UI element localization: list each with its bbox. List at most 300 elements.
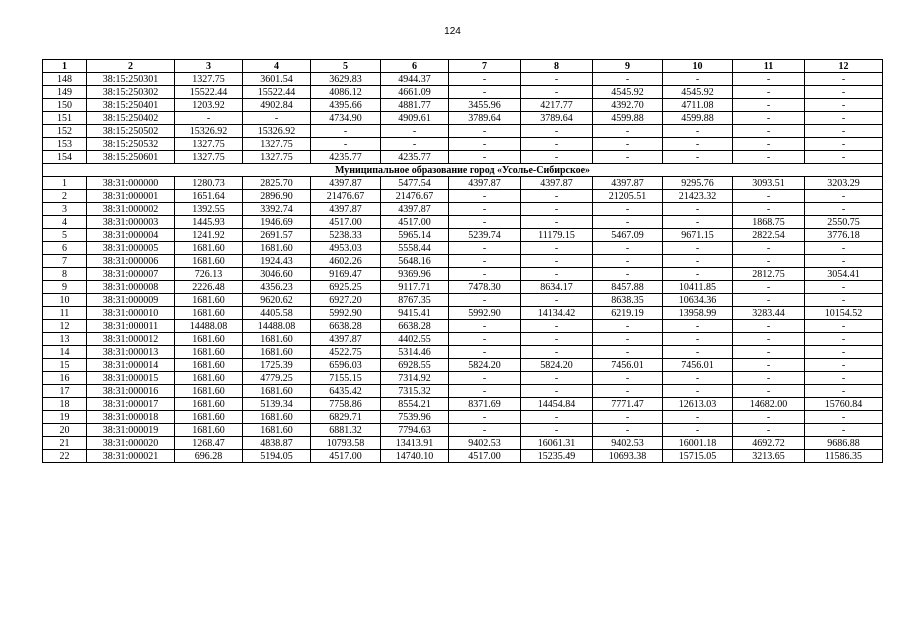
table-cell: 11586.35 (805, 450, 883, 463)
table-cell: - (805, 424, 883, 437)
table-cell: 14488.08 (243, 320, 311, 333)
table-cell: 5 (43, 229, 87, 242)
table-cell: 15760.84 (805, 398, 883, 411)
table-cell: 4517.00 (449, 450, 521, 463)
table-cell: 3203.29 (805, 177, 883, 190)
table-cell: 16061.31 (521, 437, 593, 450)
table-cell: 6 (43, 242, 87, 255)
table-cell: 38:31:000019 (87, 424, 175, 437)
table-cell: 4881.77 (381, 99, 449, 112)
table-cell: 38:15:250402 (87, 112, 175, 125)
table-cell: 4397.87 (449, 177, 521, 190)
table-cell: 10 (43, 294, 87, 307)
table-cell: 3789.64 (521, 112, 593, 125)
table-cell: - (805, 346, 883, 359)
table-cell: - (521, 125, 593, 138)
table-cell: 4397.87 (311, 177, 381, 190)
table-row (43, 203, 883, 216)
table-cell: 1681.60 (175, 255, 243, 268)
table-row (43, 268, 883, 281)
table-cell: 3093.51 (733, 177, 805, 190)
table-cell: 1445.93 (175, 216, 243, 229)
table-cell: 4397.87 (311, 333, 381, 346)
table-cell: 38:15:250601 (87, 151, 175, 164)
table-cell: - (521, 346, 593, 359)
table-cell: 8371.69 (449, 398, 521, 411)
table-cell: 3213.65 (733, 450, 805, 463)
table-row (43, 333, 883, 346)
table-cell: - (593, 203, 663, 216)
table-cell: - (663, 333, 733, 346)
table-cell: 9671.15 (663, 229, 733, 242)
table-row (43, 281, 883, 294)
table-cell: 3046.60 (243, 268, 311, 281)
table-cell: - (733, 372, 805, 385)
table-cell: - (521, 190, 593, 203)
table-cell: 7771.47 (593, 398, 663, 411)
column-header: 11 (733, 60, 805, 73)
table-cell: - (449, 151, 521, 164)
column-header: 4 (243, 60, 311, 73)
table-cell: 15522.44 (243, 86, 311, 99)
table-cell: 17 (43, 385, 87, 398)
table-row (43, 216, 883, 229)
table-cell: - (449, 203, 521, 216)
table-cell: - (593, 346, 663, 359)
table-cell: 4392.70 (593, 99, 663, 112)
table-cell: 38:31:000013 (87, 346, 175, 359)
table-cell: 4086.12 (311, 86, 381, 99)
table-cell: 9686.88 (805, 437, 883, 450)
table-cell: 9369.96 (381, 268, 449, 281)
table-cell: 5558.44 (381, 242, 449, 255)
table-cell: 38:31:000001 (87, 190, 175, 203)
table-cell: - (593, 138, 663, 151)
table-cell: - (593, 333, 663, 346)
table-cell: 13 (43, 333, 87, 346)
table-cell: 5314.46 (381, 346, 449, 359)
table-cell: 4909.61 (381, 112, 449, 125)
table-cell: 13413.91 (381, 437, 449, 450)
table-cell: 153 (43, 138, 87, 151)
table-row (43, 398, 883, 411)
table-cell: - (521, 268, 593, 281)
table-cell: 38:31:000009 (87, 294, 175, 307)
table-cell: 150 (43, 99, 87, 112)
table-cell: 3283.44 (733, 307, 805, 320)
table-cell: 1327.75 (243, 151, 311, 164)
table-cell: 7478.30 (449, 281, 521, 294)
table-cell: - (593, 255, 663, 268)
table-cell: 5992.90 (311, 307, 381, 320)
table-cell: - (521, 242, 593, 255)
table-cell: 18 (43, 398, 87, 411)
table-cell: - (733, 151, 805, 164)
table-cell: 10693.38 (593, 450, 663, 463)
table-cell: 1725.39 (243, 359, 311, 372)
table-cell: 38:31:000015 (87, 372, 175, 385)
table-cell: 1681.60 (175, 411, 243, 424)
table-cell: - (593, 73, 663, 86)
table-cell: 21476.67 (311, 190, 381, 203)
table-cell: - (449, 255, 521, 268)
table-header (43, 60, 883, 73)
table-cell: 149 (43, 86, 87, 99)
table-cell: 4734.90 (311, 112, 381, 125)
table-cell: 6925.25 (311, 281, 381, 294)
table-cell: 4395.66 (311, 99, 381, 112)
table-cell: - (733, 385, 805, 398)
table-cell: 4902.84 (243, 99, 311, 112)
table-cell: - (805, 112, 883, 125)
table-cell: - (805, 138, 883, 151)
table-cell: 4944.37 (381, 73, 449, 86)
table-cell: 38:31:000003 (87, 216, 175, 229)
table-cell: 11179.15 (521, 229, 593, 242)
table-cell: - (521, 216, 593, 229)
table-cell: 1241.92 (175, 229, 243, 242)
table-cell: 4602.26 (311, 255, 381, 268)
table-row (43, 424, 883, 437)
table-cell: - (733, 294, 805, 307)
table-cell: - (805, 359, 883, 372)
table-row (43, 385, 883, 398)
table-cell: 7794.63 (381, 424, 449, 437)
table-cell: - (733, 320, 805, 333)
table-cell: 6219.19 (593, 307, 663, 320)
table-cell: 4599.88 (663, 112, 733, 125)
table-cell: 4217.77 (521, 99, 593, 112)
table-cell: 5467.09 (593, 229, 663, 242)
table-cell: - (663, 372, 733, 385)
table-cell: 6927.20 (311, 294, 381, 307)
table-cell: 1681.60 (175, 424, 243, 437)
table-cell: 6638.28 (311, 320, 381, 333)
table-cell: 9117.71 (381, 281, 449, 294)
table-cell: 6829.71 (311, 411, 381, 424)
table-cell: - (521, 151, 593, 164)
table-cell: - (593, 385, 663, 398)
table-cell: 38:31:000017 (87, 398, 175, 411)
table-cell: - (593, 268, 663, 281)
table-cell: 4397.87 (381, 203, 449, 216)
table-row (43, 138, 883, 151)
table-cell: - (663, 320, 733, 333)
table-cell: 10634.36 (663, 294, 733, 307)
table-cell: - (449, 242, 521, 255)
table-cell: - (733, 86, 805, 99)
table-cell: - (381, 125, 449, 138)
table-cell: - (733, 203, 805, 216)
table-row (43, 242, 883, 255)
table-cell: 8554.21 (381, 398, 449, 411)
table-cell: 1 (43, 177, 87, 190)
table-cell: 4661.09 (381, 86, 449, 99)
table-cell: 3776.18 (805, 229, 883, 242)
table-cell: 9169.47 (311, 268, 381, 281)
table-cell: 38:31:000005 (87, 242, 175, 255)
table-row (43, 359, 883, 372)
table-cell: 2226.48 (175, 281, 243, 294)
table-cell: 13958.99 (663, 307, 733, 320)
table-cell: - (449, 216, 521, 229)
table-cell: - (663, 424, 733, 437)
table-cell: - (593, 372, 663, 385)
table-cell: - (243, 112, 311, 125)
table-cell: 9415.41 (381, 307, 449, 320)
table-cell: - (805, 151, 883, 164)
table-row (43, 190, 883, 203)
table-cell: 6638.28 (381, 320, 449, 333)
table-cell: 38:15:250532 (87, 138, 175, 151)
table-cell: 5238.33 (311, 229, 381, 242)
table-cell: 1681.60 (175, 372, 243, 385)
table-cell: 38:31:000002 (87, 203, 175, 216)
table-cell: - (805, 99, 883, 112)
column-header: 9 (593, 60, 663, 73)
table-cell: 15715.05 (663, 450, 733, 463)
table-cell: - (805, 190, 883, 203)
table-cell: 4711.08 (663, 99, 733, 112)
table-cell: 7 (43, 255, 87, 268)
table-cell: - (521, 203, 593, 216)
section-row (43, 164, 883, 177)
table-cell: - (805, 320, 883, 333)
table-cell: 5648.16 (381, 255, 449, 268)
table-cell: - (805, 255, 883, 268)
table-cell: 3629.83 (311, 73, 381, 86)
table-row (43, 346, 883, 359)
table-cell: 5824.20 (521, 359, 593, 372)
table-cell: 38:31:000008 (87, 281, 175, 294)
table-cell: 14740.10 (381, 450, 449, 463)
table-cell: - (449, 190, 521, 203)
table-cell: 38:31:000021 (87, 450, 175, 463)
table-cell: 14488.08 (175, 320, 243, 333)
table-cell: - (593, 151, 663, 164)
table-cell: 10154.52 (805, 307, 883, 320)
table-cell: 1946.69 (243, 216, 311, 229)
table-cell: 21205.51 (593, 190, 663, 203)
table-cell: 14134.42 (521, 307, 593, 320)
table-cell: 4405.58 (243, 307, 311, 320)
table-cell: - (733, 112, 805, 125)
table-cell: - (593, 125, 663, 138)
table-cell: - (805, 281, 883, 294)
table-cell: 6881.32 (311, 424, 381, 437)
table-row (43, 86, 883, 99)
table-cell: 4517.00 (381, 216, 449, 229)
table-cell: - (449, 73, 521, 86)
table-cell: 19 (43, 411, 87, 424)
table-row (43, 177, 883, 190)
table-cell: 2822.54 (733, 229, 805, 242)
table-cell: 151 (43, 112, 87, 125)
table-cell: - (449, 125, 521, 138)
table-cell: 1681.60 (175, 294, 243, 307)
table-cell: 3601.54 (243, 73, 311, 86)
table-cell: 38:31:000014 (87, 359, 175, 372)
table-cell: 15 (43, 359, 87, 372)
table-cell: 38:15:250502 (87, 125, 175, 138)
table-cell: 6435.42 (311, 385, 381, 398)
table-cell: 5139.34 (243, 398, 311, 411)
table-cell: - (663, 268, 733, 281)
table-cell: - (663, 138, 733, 151)
column-header: 10 (663, 60, 733, 73)
table-row (43, 229, 883, 242)
table-cell: - (663, 242, 733, 255)
table-cell: 1681.60 (175, 359, 243, 372)
table-cell: 14 (43, 346, 87, 359)
table-cell: - (805, 125, 883, 138)
table-cell: - (733, 281, 805, 294)
table-cell: 1681.60 (243, 242, 311, 255)
table-cell: - (805, 203, 883, 216)
table-cell: - (593, 242, 663, 255)
table-cell: 5824.20 (449, 359, 521, 372)
table-cell: 1868.75 (733, 216, 805, 229)
table-cell: 38:31:000020 (87, 437, 175, 450)
table-cell: 38:15:250401 (87, 99, 175, 112)
table-cell: 14454.84 (521, 398, 593, 411)
table-cell: 38:31:000011 (87, 320, 175, 333)
table-cell: 38:31:000012 (87, 333, 175, 346)
table-cell: - (805, 372, 883, 385)
table-cell: 9402.53 (449, 437, 521, 450)
table-cell: 1681.60 (243, 424, 311, 437)
table-cell: - (805, 385, 883, 398)
table-cell: 4397.87 (593, 177, 663, 190)
table-cell: - (521, 86, 593, 99)
table-cell: 4545.92 (663, 86, 733, 99)
table-cell: 1681.60 (175, 346, 243, 359)
table-cell: 21476.67 (381, 190, 449, 203)
table-cell: 7315.32 (381, 385, 449, 398)
table-cell: - (593, 424, 663, 437)
table-cell: 5239.74 (449, 229, 521, 242)
table-cell: 7456.01 (663, 359, 733, 372)
table-cell: 15326.92 (243, 125, 311, 138)
table-cell: 2691.57 (243, 229, 311, 242)
table-cell: - (733, 255, 805, 268)
page-number: 124 (444, 26, 461, 37)
column-header: 5 (311, 60, 381, 73)
table-cell: 7758.86 (311, 398, 381, 411)
table-cell: 7155.15 (311, 372, 381, 385)
table-cell: 14682.00 (733, 398, 805, 411)
table-cell: - (311, 125, 381, 138)
column-header: 2 (87, 60, 175, 73)
table-cell: 16 (43, 372, 87, 385)
table-cell: 2896.90 (243, 190, 311, 203)
table-cell: 8457.88 (593, 281, 663, 294)
table-cell: - (663, 73, 733, 86)
table-cell: 9620.62 (243, 294, 311, 307)
table-cell: 38:31:000000 (87, 177, 175, 190)
table-cell: - (663, 411, 733, 424)
table-row (43, 99, 883, 112)
table-cell: 3455.96 (449, 99, 521, 112)
table-cell: 1681.60 (175, 398, 243, 411)
table-cell: 148 (43, 73, 87, 86)
table-cell: - (805, 333, 883, 346)
table-cell: 7314.92 (381, 372, 449, 385)
table-cell: 5965.14 (381, 229, 449, 242)
table-cell: 21423.32 (663, 190, 733, 203)
table-cell: 2825.70 (243, 177, 311, 190)
table-cell: - (449, 86, 521, 99)
table-cell: - (521, 255, 593, 268)
table-cell: 3 (43, 203, 87, 216)
table-cell: 4522.75 (311, 346, 381, 359)
table-cell: - (449, 424, 521, 437)
table-cell: - (733, 73, 805, 86)
table-cell: 2 (43, 190, 87, 203)
table-cell: 1681.60 (175, 242, 243, 255)
table-cell: 21 (43, 437, 87, 450)
table-cell: 726.13 (175, 268, 243, 281)
table-cell: 20 (43, 424, 87, 437)
table-cell: - (733, 333, 805, 346)
table-cell: - (733, 424, 805, 437)
table-cell: - (733, 125, 805, 138)
table-cell: 12 (43, 320, 87, 333)
table-cell: - (593, 411, 663, 424)
table-cell: - (805, 86, 883, 99)
table-cell: 4397.87 (311, 203, 381, 216)
table-cell: 1392.55 (175, 203, 243, 216)
table-cell: 1681.60 (243, 346, 311, 359)
table-row (43, 450, 883, 463)
table-cell: - (449, 294, 521, 307)
table-row (43, 372, 883, 385)
table-cell: 8634.17 (521, 281, 593, 294)
table-cell: - (733, 411, 805, 424)
table-cell: 10793.58 (311, 437, 381, 450)
table-cell: - (663, 203, 733, 216)
table-cell: - (521, 73, 593, 86)
table-cell: - (521, 333, 593, 346)
table-cell: - (449, 346, 521, 359)
table-cell: 9295.76 (663, 177, 733, 190)
column-header: 8 (521, 60, 593, 73)
table-cell: 38:31:000016 (87, 385, 175, 398)
table-cell: 2812.75 (733, 268, 805, 281)
table-cell: - (805, 294, 883, 307)
table-cell: 6928.55 (381, 359, 449, 372)
table-cell: 4838.87 (243, 437, 311, 450)
table-cell: - (663, 216, 733, 229)
table-cell: 1203.92 (175, 99, 243, 112)
table-cell: - (175, 112, 243, 125)
table-row (43, 112, 883, 125)
table-cell: 4356.23 (243, 281, 311, 294)
table-cell: - (663, 125, 733, 138)
table-cell: - (381, 138, 449, 151)
table-cell: - (521, 424, 593, 437)
data-table (42, 59, 883, 463)
table-cell: 1681.60 (175, 307, 243, 320)
table-body-top (43, 73, 883, 164)
table-cell: - (733, 359, 805, 372)
table-cell: 2550.75 (805, 216, 883, 229)
table-cell: - (521, 385, 593, 398)
table-cell: 1268.47 (175, 437, 243, 450)
table-cell: - (449, 320, 521, 333)
table-cell: 1327.75 (243, 138, 311, 151)
table-cell: 1327.75 (175, 73, 243, 86)
